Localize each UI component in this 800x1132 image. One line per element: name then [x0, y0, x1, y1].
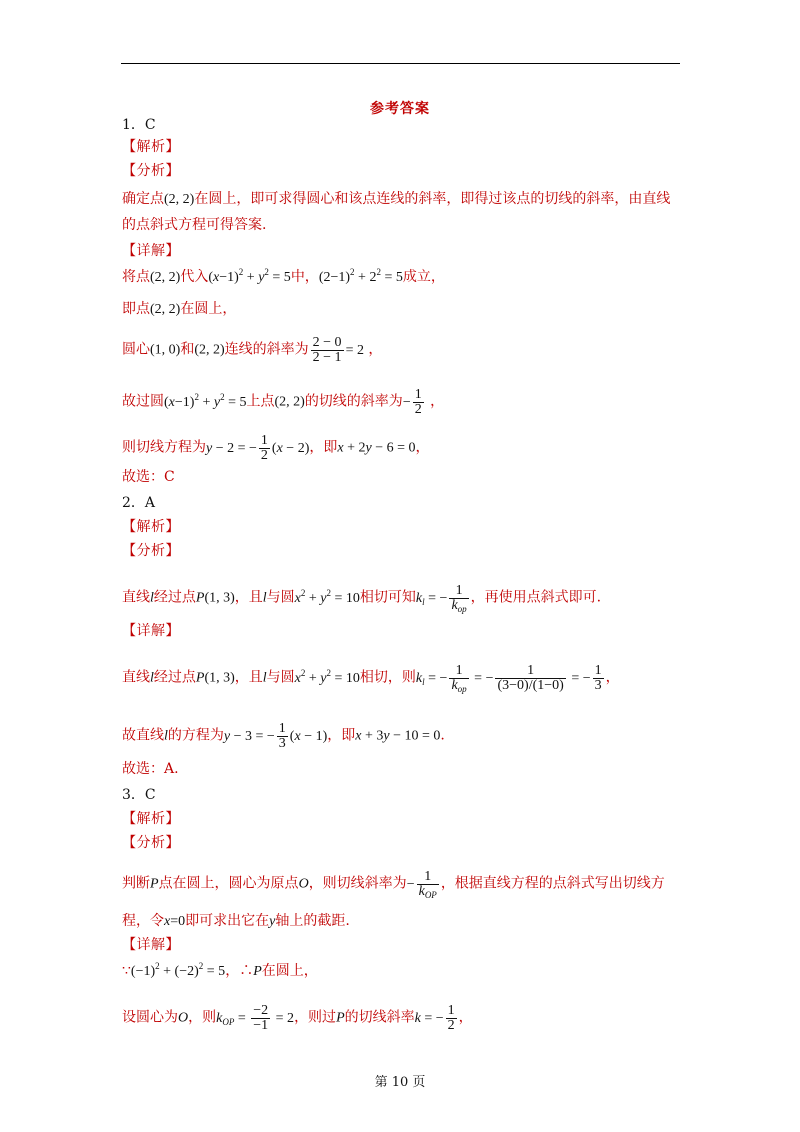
q1-tag-xiangjie: 【详解】: [122, 243, 180, 259]
q3-detail-line2: 设圆心为O，则$k_{OP}$ = $\frac{-2}{-1}$ = 2，则过P的切线斜率k = − $\frac{1}{2}$ ，: [122, 1003, 473, 1033]
q1-answer: 故选：C: [122, 469, 175, 485]
q3-fenxi-line2: 程，令x=0即可求出它在y轴上的截距.: [122, 913, 350, 929]
page-title: 参考答案: [370, 101, 430, 117]
q3-heading: 3．C: [122, 787, 156, 803]
q1-fenxi-line1: 确定点(2, 2)在圆上，即可求得圆心和该点连线的斜率，即得过该点的切线的斜率，由直线: [122, 191, 671, 207]
q1-tag-fenxi: 【分析】: [122, 163, 180, 179]
q2-fenxi-line1: 直线l经过点P(1, 3)，且l与圆$x^2 + y^2 = 10$相切可知$k_l$ = − $\frac{1}{k_{op}}$ ，再使用点斜式即可.: [122, 583, 602, 614]
page-footer: 第 10 页: [374, 1075, 426, 1090]
q2-tag-xiangjie: 【详解】: [122, 623, 180, 639]
q1-step5: 则切线方程为y − 2 = − $\frac{1}{2}$ (x − 2)，即x + 2y − 6 = 0，: [122, 433, 430, 463]
q2-tag-fenxi: 【分析】: [122, 543, 180, 559]
q2-detail-line1: 直线l经过点P(1, 3)，且l与圆$x^2 + y^2 = 10$相切，则$k_l$ = − $\frac{1}{k_{op}}$ = − $\frac{1}{(3-0)/(1-0)}$ = − $\frac{1}{3}$ ，: [122, 663, 620, 694]
q3-fenxi-line1: 判断P点在圆上，圆心为原点O，则切线斜率为− $\frac{1}{k_{OP}}$ ，根据直线方程的点斜式写出切线方: [122, 869, 665, 900]
q3-detail-line1: $\because(-1)^2 + (-2)^2 = 5$，∴P在圆上，: [122, 961, 318, 979]
q3-tag-xiangjie: 【详解】: [122, 937, 180, 953]
q1-step2: 即点(2, 2)在圆上，: [122, 301, 237, 317]
q2-detail-line2: 故直线l的方程为y − 3 = − $\frac{1}{3}$ (x − 1)，即x + 3y − 10 = 0.: [122, 721, 445, 751]
q1-step1: 将点(2, 2)代入$(x-1)^2 + y^2 = 5$中，$(2-1)^2 + 2^2 = 5$成立，: [122, 267, 445, 285]
q1-step3: 圆心(1, 0)和(2, 2)连线的斜率为 $\frac{2 - 0}{2 - 1}$ = 2 ，: [122, 335, 383, 365]
q3-tag-fenxi: 【分析】: [122, 835, 180, 851]
q2-answer: 故选：A.: [122, 761, 179, 777]
header-rule: [121, 63, 680, 64]
q2-heading: 2．A: [122, 495, 156, 511]
q3-tag-jiexi: 【解析】: [122, 811, 180, 827]
q1-tag-jiexi: 【解析】: [122, 139, 180, 155]
q2-tag-jiexi: 【解析】: [122, 519, 180, 535]
q1-heading: 1．C: [122, 117, 156, 133]
q1-fenxi-line2: 的点斜式方程可得答案.: [122, 217, 267, 233]
q1-step4: 故过圆$(x-1)^2 + y^2 = 5$上点(2, 2)的切线的斜率为− $\frac{1}{2}$ ，: [122, 387, 445, 417]
